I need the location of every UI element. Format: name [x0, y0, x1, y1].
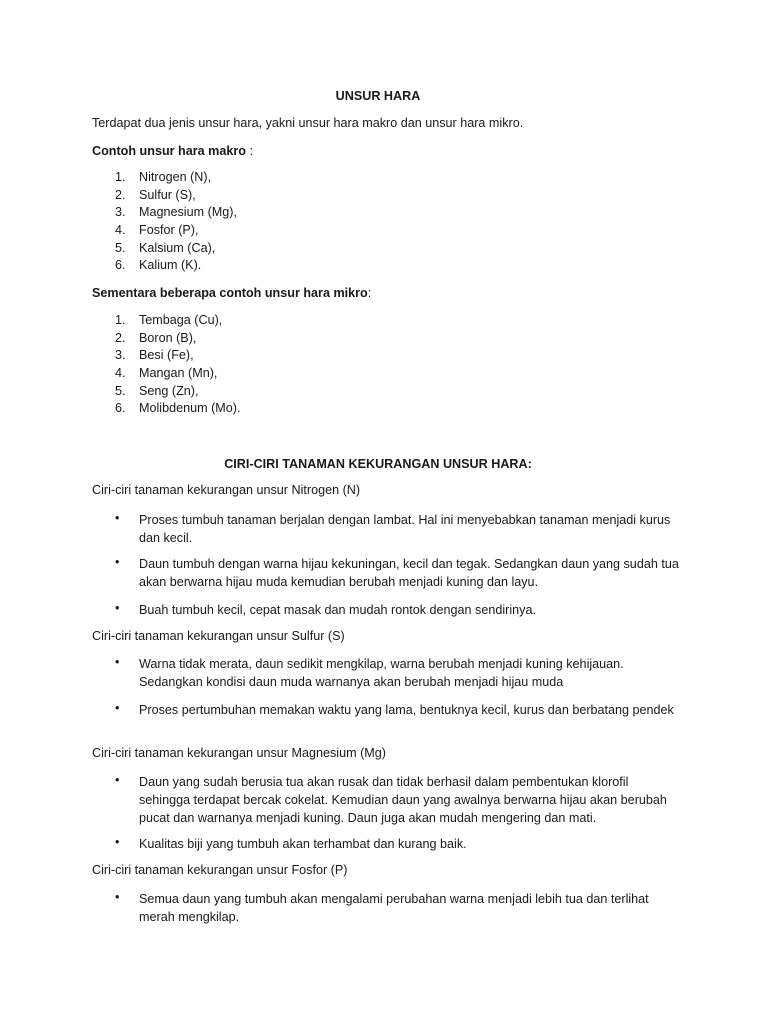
section-heading-sulfur: Ciri-ciri tanaman kekurangan unsur Sulfur (S) — [92, 629, 345, 643]
makro-heading — [92, 144, 253, 158]
bullet-dot: • — [115, 835, 120, 849]
list-item-text: Tembaga (Cu), — [139, 313, 223, 327]
document-title: UNSUR HARA — [335, 89, 421, 103]
list-item-text: Molibdenum (Mo). — [139, 401, 241, 415]
bullet-dot: • — [115, 890, 120, 904]
bullet-text: Daun yang sudah berusia tua akan rusak dan tidak berhasil dalam pembentukan klorofil sehingga terdapat bercak cokelat. Kemudian daun yang awalnya berwarna hijau akan berubah pucat dan warnanya menjadi kuning. Daun juga akan mudah mengering dan mati. — [139, 775, 667, 825]
bullet-dot: • — [115, 773, 120, 787]
section-heading-nitrogen: Ciri-ciri tanaman kekurangan unsur Nitrogen (N) — [92, 483, 361, 497]
bullet-text: Semua daun yang tumbuh akan mengalami perubahan warna menjadi lebih tua dan terlihat merah mengkilap. — [139, 892, 649, 924]
bullet-dot: • — [115, 601, 120, 615]
bullet-dot: • — [115, 555, 120, 569]
list-item-text: Kalium (K). — [139, 258, 202, 272]
bullet-text: Warna tidak merata, daun sedikit mengkilap, warna berubah menjadi kuning kehijauan. Sedangkan kondisi daun muda warnanya akan berubah menjadi hijau muda — [139, 657, 624, 689]
makro-heading-colon: : — [245, 144, 253, 158]
makro-heading-bold: Contoh unsur hara makro — [92, 144, 246, 158]
intro-paragraph: Terdapat dua jenis unsur hara, yakni unsur hara makro dan unsur hara mikro. — [92, 116, 524, 130]
bullet-text: Proses tumbuh tanaman berjalan dengan lambat. Hal ini menyebabkan tanaman menjadi kurus dan kecil. — [139, 513, 671, 545]
mikro-heading-colon: : — [367, 286, 372, 300]
list-number: 5. — [115, 384, 126, 398]
bullet-dot: • — [115, 701, 120, 715]
list-number: 6. — [115, 401, 126, 415]
list-item-text: Sulfur (S), — [139, 188, 196, 202]
list-number: 2. — [115, 331, 126, 345]
ciri-title: CIRI-CIRI TANAMAN KEKURANGAN UNSUR HARA: — [224, 457, 532, 471]
list-item-text: Fosfor (P), — [139, 223, 199, 237]
list-item-text: Boron (B), — [139, 331, 197, 345]
list-number: 5. — [115, 241, 126, 255]
list-item-text: Kalsium (Ca), — [139, 241, 216, 255]
list-item-text: Magnesium (Mg), — [139, 205, 237, 219]
list-number: 1. — [115, 170, 126, 184]
section-heading-fosfor: Ciri-ciri tanaman kekurangan unsur Fosfor (P) — [92, 863, 348, 877]
bullet-text: Daun tumbuh dengan warna hijau kekuningan, kecil dan tegak. Sedangkan daun yang sudah tua akan berwarna hijau muda kemudian berubah menjadi kuning dan layu. — [139, 557, 679, 589]
bullet-dot: • — [115, 511, 120, 525]
list-number: 4. — [115, 223, 126, 237]
list-number: 3. — [115, 348, 126, 362]
bullet-text: Proses pertumbuhan memakan waktu yang lama, bentuknya kecil, kurus dan berbatang pendek — [139, 703, 674, 717]
mikro-heading — [92, 286, 371, 300]
list-number: 3. — [115, 205, 126, 219]
list-number: 4. — [115, 366, 126, 380]
mikro-heading-bold: Sementara beberapa contoh unsur hara mikro — [92, 286, 368, 300]
list-item-text: Mangan (Mn), — [139, 366, 218, 380]
list-number: 1. — [115, 313, 126, 327]
list-item-text: Nitrogen (N), — [139, 170, 212, 184]
list-number: 6. — [115, 258, 126, 272]
list-item-text: Seng (Zn), — [139, 384, 199, 398]
section-heading-magnesium: Ciri-ciri tanaman kekurangan unsur Magnesium (Mg) — [92, 746, 386, 760]
bullet-dot: • — [115, 655, 120, 669]
list-number: 2. — [115, 188, 126, 202]
list-item-text: Besi (Fe), — [139, 348, 194, 362]
bullet-text: Kualitas biji yang tumbuh akan terhambat dan kurang baik. — [139, 837, 467, 851]
bullet-text: Buah tumbuh kecil, cepat masak dan mudah rontok dengan sendirinya. — [139, 603, 536, 617]
